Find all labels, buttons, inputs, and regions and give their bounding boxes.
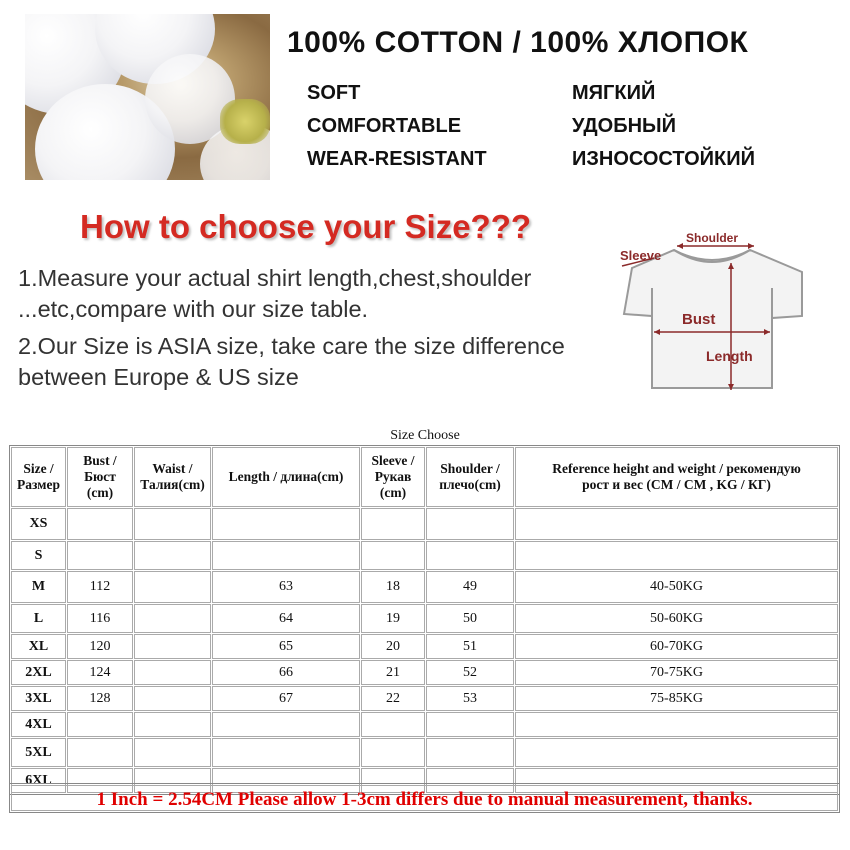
- cell-shoulder: 51: [426, 634, 514, 659]
- feature-ru-soft: МЯГКИЙ: [572, 82, 656, 104]
- cell-waist: [134, 738, 211, 767]
- table-caption: Size Choose: [390, 428, 460, 443]
- feature-ru-wear-resistant: ИЗНОСОСТОЙКИЙ: [572, 148, 755, 170]
- cell-shoulder: [426, 738, 514, 767]
- size-table: [9, 445, 840, 795]
- cell-size: 3XL: [11, 686, 66, 711]
- measurement-note-text: 1 Inch = 2.54CM Please allow 1-3cm differs due to manual measurement, thanks.: [11, 785, 838, 811]
- cell-size: L: [11, 604, 66, 633]
- cell-waist: [134, 712, 211, 737]
- cell-waist: [134, 508, 211, 540]
- feature-ru-comfortable: УДОБНЫЙ: [572, 115, 677, 137]
- cell-bust: 128: [67, 686, 133, 711]
- table-row: [11, 571, 838, 603]
- cell-waist: [134, 634, 211, 659]
- bust-label: Bust: [682, 311, 716, 328]
- table-header-row: [11, 447, 838, 507]
- cell-bust: [67, 712, 133, 737]
- cell-length: [212, 738, 360, 767]
- cell-sleeve: 20: [361, 634, 425, 659]
- feature-en-soft: SOFT: [307, 82, 361, 104]
- cell-size: XL: [11, 634, 66, 659]
- cell-waist: [134, 604, 211, 633]
- cell-length: 66: [212, 660, 360, 685]
- measurement-note: [9, 783, 840, 813]
- cell-shoulder: [426, 508, 514, 540]
- cell-sleeve: 22: [361, 686, 425, 711]
- feature-en-comfortable: COMFORTABLE: [307, 115, 462, 137]
- cell-length: [212, 541, 360, 570]
- cell-shoulder: [426, 712, 514, 737]
- shoulder-label: Shoulder: [686, 231, 739, 245]
- cell-bust: [67, 541, 133, 570]
- cell-waist: [134, 541, 211, 570]
- table-row: [11, 541, 838, 570]
- length-label: Length: [706, 348, 753, 364]
- table-row: [11, 604, 838, 633]
- table-row: [11, 686, 838, 711]
- cell-sleeve: 18: [361, 571, 425, 603]
- cell-shoulder: 49: [426, 571, 514, 603]
- cell-size: 2XL: [11, 660, 66, 685]
- cell-length: 65: [212, 634, 360, 659]
- cell-reference: [515, 541, 838, 570]
- cell-length: 64: [212, 604, 360, 633]
- cell-shoulder: 50: [426, 604, 514, 633]
- cell-reference: [515, 712, 838, 737]
- cell-length: [212, 508, 360, 540]
- header-length: Length / длина(cm): [212, 447, 360, 507]
- cell-waist: [134, 660, 211, 685]
- header-shoulder: Shoulder / плечо(cm): [426, 447, 514, 507]
- cell-waist: [134, 686, 211, 711]
- instruction-line-4: between Europe & US size: [18, 364, 299, 390]
- cell-reference: [515, 738, 838, 767]
- cell-shoulder: 53: [426, 686, 514, 711]
- cell-reference: 50-60KG: [515, 604, 838, 633]
- instruction-line-1: 1.Measure your actual shirt length,chest,shoulder: [18, 265, 532, 291]
- size-guide-heading: How to choose your Size???: [80, 208, 532, 245]
- cell-size: 6XL: [11, 768, 66, 793]
- instruction-line-2: ...etc,compare with our size table.: [18, 296, 369, 322]
- cell-bust: 116: [67, 604, 133, 633]
- cell-sleeve: [361, 712, 425, 737]
- table-row: [11, 508, 838, 540]
- cell-shoulder: 52: [426, 660, 514, 685]
- cell-sleeve: [361, 541, 425, 570]
- header-reference: Reference height and weight / рекомендую рост и вес (CM / CM , KG / КГ): [515, 447, 838, 507]
- cotton-photo: [25, 14, 270, 180]
- cell-reference: [515, 508, 838, 540]
- cell-size: M: [11, 571, 66, 603]
- cell-length: 67: [212, 686, 360, 711]
- cell-sleeve: 21: [361, 660, 425, 685]
- sleeve-label: Sleeve: [620, 248, 662, 263]
- cell-bust: 120: [67, 634, 133, 659]
- cell-waist: [134, 571, 211, 603]
- cell-reference: 70-75KG: [515, 660, 838, 685]
- header-waist: Waist / Талия(cm): [134, 447, 211, 507]
- cell-sleeve: [361, 508, 425, 540]
- table-row: [11, 738, 838, 767]
- cell-reference: 75-85KG: [515, 686, 838, 711]
- feature-en-wear-resistant: WEAR-RESISTANT: [307, 148, 487, 170]
- cell-bust: 124: [67, 660, 133, 685]
- header-sleeve: Sleeve / Рукав (cm): [361, 447, 425, 507]
- cell-size: 4XL: [11, 712, 66, 737]
- header-bust: Bust / Бюст (cm): [67, 447, 133, 507]
- header-size: Size / Размер: [11, 447, 66, 507]
- cell-size: XS: [11, 508, 66, 540]
- cell-length: 63: [212, 571, 360, 603]
- table-row: [11, 634, 838, 659]
- cell-sleeve: 19: [361, 604, 425, 633]
- cell-sleeve: [361, 738, 425, 767]
- cell-length: [212, 712, 360, 737]
- cell-reference: 40-50KG: [515, 571, 838, 603]
- cell-size: 5XL: [11, 738, 66, 767]
- cell-bust: [67, 738, 133, 767]
- table-row: [11, 712, 838, 737]
- cell-shoulder: [426, 541, 514, 570]
- instruction-line-3: 2.Our Size is ASIA size, take care the size difference: [18, 333, 565, 359]
- cell-size: S: [11, 541, 66, 570]
- cell-bust: 112: [67, 571, 133, 603]
- cell-reference: 60-70KG: [515, 634, 838, 659]
- cell-bust: [67, 508, 133, 540]
- tshirt-diagram: [612, 228, 812, 398]
- table-row: [11, 660, 838, 685]
- material-title: 100% COTTON / 100% ХЛОПОК: [287, 26, 749, 59]
